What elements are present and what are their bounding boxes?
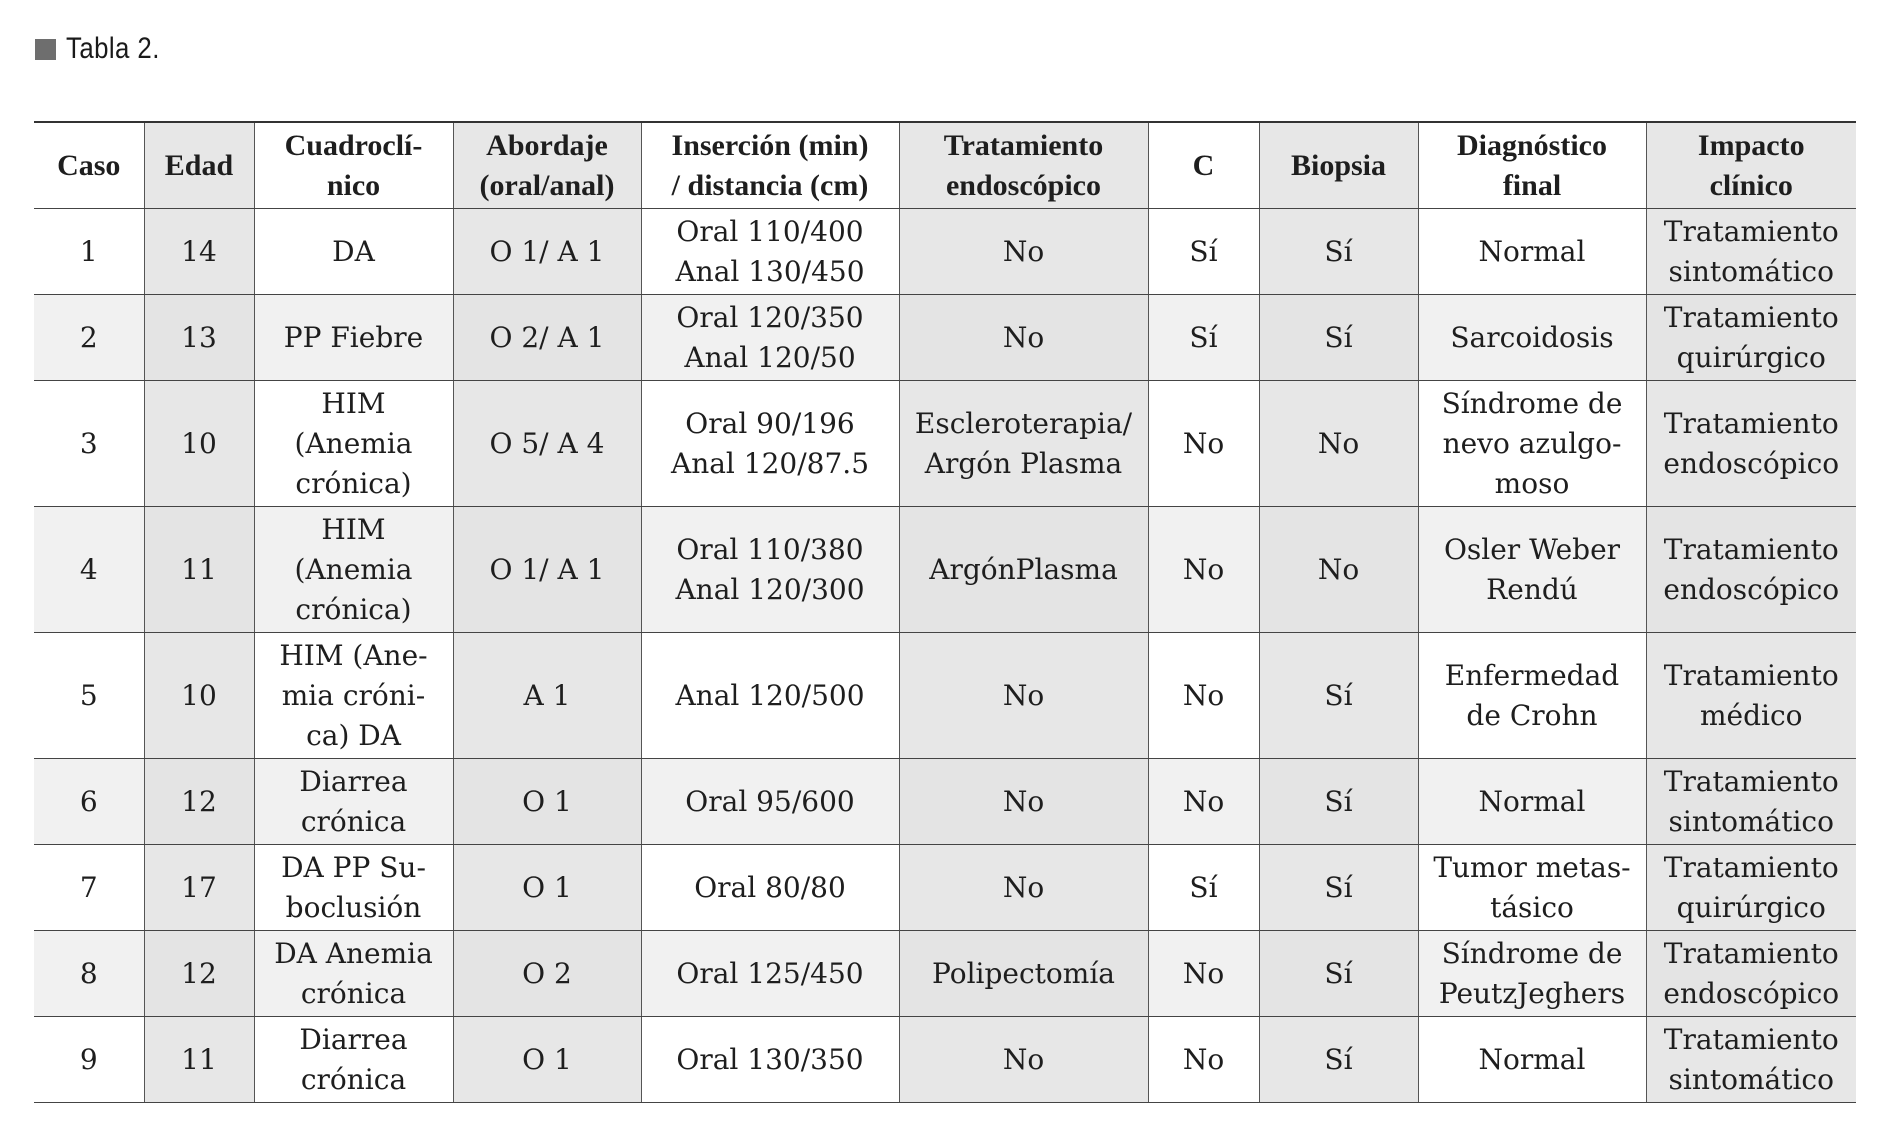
cell-text: No (1317, 552, 1360, 586)
cell-text: Sí (1324, 1042, 1353, 1076)
table-cell (1418, 845, 1646, 931)
cell-text: Tratamiento endoscópico (1663, 532, 1840, 606)
cell-text: Síndrome de PeutzJeghers (1438, 936, 1626, 1010)
table-cell (1148, 209, 1259, 295)
cell-text: Normal (1478, 234, 1586, 268)
cell-text: Polipectomía (932, 956, 1115, 990)
table-cell (1148, 845, 1259, 931)
table-cell (144, 759, 254, 845)
table-cell (1418, 1017, 1646, 1103)
table-cell (899, 1017, 1148, 1103)
cell-text: 12 (181, 956, 217, 990)
cell-text: HIM (Anemia crónica) (294, 386, 413, 500)
cell-text: Sí (1324, 678, 1353, 712)
cell-text: No (1182, 552, 1225, 586)
header-cell: Diagnóstico final (1418, 122, 1646, 209)
cell-text: 11 (181, 1042, 217, 1076)
table-cell (1646, 1017, 1856, 1103)
table-cell (254, 209, 453, 295)
table-row (34, 633, 1856, 759)
table-cell (34, 295, 144, 381)
table-cell (1646, 209, 1856, 295)
table-cell (34, 633, 144, 759)
table-caption (35, 32, 175, 66)
table-cell (144, 507, 254, 633)
cell-text: No (1002, 870, 1045, 904)
table-cell (453, 381, 641, 507)
table-cell (641, 759, 899, 845)
table-cell (1259, 633, 1418, 759)
cell-text: Sí (1324, 320, 1353, 354)
cell-text: Sí (1324, 956, 1353, 990)
table-cell (453, 209, 641, 295)
cell-text: HIM (Anemia crónica) (294, 512, 413, 626)
table-cell (641, 295, 899, 381)
table-cell (899, 295, 1148, 381)
table-cell (254, 845, 453, 931)
cell-text: Tratamiento sintomático (1663, 214, 1839, 288)
table-cell (254, 381, 453, 507)
table-cell (144, 381, 254, 507)
table-cell (1418, 209, 1646, 295)
header-cell: Cuadroclí- nico (254, 122, 453, 209)
cell-text: Tumor metas- tásico (1433, 850, 1631, 924)
cell-text: Oral 125/450 (676, 956, 864, 990)
table-cell (1646, 633, 1856, 759)
data-table (34, 121, 1856, 1103)
header-cell: Biopsia (1259, 122, 1418, 209)
table-cell (641, 209, 899, 295)
header-cell: Abordaje (oral/anal) (453, 122, 641, 209)
table-cell (254, 931, 453, 1017)
table-row (34, 1017, 1856, 1103)
table-cell (1148, 295, 1259, 381)
cell-text: No (1182, 426, 1225, 460)
cell-text: PP Fiebre (283, 320, 424, 354)
table-cell (34, 845, 144, 931)
table-cell (641, 633, 899, 759)
table-cell (641, 381, 899, 507)
cell-text: Tratamiento sintomático (1663, 1022, 1839, 1096)
cell-text: O 2 (522, 956, 572, 990)
table-cell (899, 845, 1148, 931)
cell-text: 12 (181, 784, 217, 818)
table-cell (453, 845, 641, 931)
table-cell (254, 633, 453, 759)
table-cell (1646, 931, 1856, 1017)
cell-text: Anal 120/500 (675, 678, 865, 712)
cell-text: Sarcoidosis (1450, 320, 1614, 354)
table-cell (254, 507, 453, 633)
header-cell: Tratamiento endoscópico (899, 122, 1148, 209)
table-cell (34, 381, 144, 507)
cell-text: O 1/ A 1 (489, 552, 605, 586)
cell-text: Osler Weber Rendú (1443, 532, 1621, 606)
table-cell (1646, 507, 1856, 633)
cell-text: No (1182, 678, 1225, 712)
table-cell (144, 1017, 254, 1103)
table-cell (34, 209, 144, 295)
cell-text: No (1002, 678, 1045, 712)
cell-text: O 5/ A 4 (489, 426, 605, 460)
table-cell (899, 931, 1148, 1017)
table-cell (254, 1017, 453, 1103)
cell-text: Sí (1324, 870, 1353, 904)
cell-text: O 1 (522, 784, 572, 818)
cell-text: Síndrome de nevo azulgo- moso (1441, 386, 1623, 500)
cell-text: 10 (181, 426, 217, 460)
cell-text: O 1 (522, 1042, 572, 1076)
table-cell (1418, 507, 1646, 633)
table-cell (453, 931, 641, 1017)
cell-text: Tratamiento quirúrgico (1663, 850, 1839, 924)
cell-text: Normal (1478, 784, 1586, 818)
header-row (34, 122, 1856, 209)
cell-text: Sí (1189, 320, 1218, 354)
caption-square-icon (35, 39, 56, 60)
cell-text: Sí (1324, 234, 1353, 268)
cell-text: Oral 95/600 (685, 784, 855, 818)
cell-text: No (1002, 234, 1045, 268)
table-cell (453, 507, 641, 633)
cell-text: Oral 80/80 (694, 870, 846, 904)
table-cell (641, 1017, 899, 1103)
table-cell (453, 759, 641, 845)
cell-text: HIM (Ane- mia cróni- ca) DA (279, 638, 428, 752)
cell-text: 10 (181, 678, 217, 712)
table-cell (1148, 1017, 1259, 1103)
table-cell (144, 931, 254, 1017)
table-cell (1259, 931, 1418, 1017)
cell-text: ArgónPlasma (929, 552, 1118, 586)
cell-text: No (1317, 426, 1360, 460)
cell-text: Tratamiento sintomático (1663, 764, 1839, 838)
header-cell: Inserción (min) / distancia (cm) (641, 122, 899, 209)
cell-text: Oral 120/350 Anal 120/50 (676, 300, 864, 374)
cell-text: Sí (1324, 784, 1353, 818)
table-cell (144, 209, 254, 295)
table-cell (34, 759, 144, 845)
cell-text: Oral 130/350 (676, 1042, 864, 1076)
cell-text: O 1/ A 1 (489, 234, 605, 268)
cell-text: No (1182, 956, 1225, 990)
table-cell (1418, 633, 1646, 759)
table-cell (641, 931, 899, 1017)
table-row (34, 295, 1856, 381)
cell-text: 4 (79, 552, 98, 586)
table-cell (899, 381, 1148, 507)
cell-text: 3 (79, 426, 98, 460)
table-cell (899, 209, 1148, 295)
cell-text: Tratamiento quirúrgico (1663, 300, 1839, 374)
cell-text: Sí (1189, 234, 1218, 268)
cell-text: 6 (79, 784, 98, 818)
table-cell (453, 1017, 641, 1103)
table-cell (1259, 381, 1418, 507)
cell-text: Normal (1478, 1042, 1586, 1076)
header-cell: Edad (144, 122, 254, 209)
cell-text: Tratamiento médico (1663, 658, 1839, 732)
cell-text: 2 (79, 320, 98, 354)
cell-text: A 1 (523, 678, 571, 712)
table-cell (641, 507, 899, 633)
header-cell: Impacto clínico (1646, 122, 1856, 209)
table-cell (1148, 507, 1259, 633)
cell-text: Oral 110/380 Anal 120/300 (675, 532, 865, 606)
table-cell (1418, 759, 1646, 845)
cell-text: DA PP Su- boclusión (281, 850, 426, 924)
cell-text: No (1182, 1042, 1225, 1076)
table-cell (1418, 381, 1646, 507)
table-row (34, 759, 1856, 845)
table-cell (1259, 759, 1418, 845)
table-cell (1148, 633, 1259, 759)
cell-text: No (1002, 784, 1045, 818)
cell-text: O 1 (522, 870, 572, 904)
table-cell (144, 633, 254, 759)
table-cell (1259, 1017, 1418, 1103)
cell-text: Enfermedad de Crohn (1444, 658, 1620, 732)
cell-text: 7 (79, 870, 98, 904)
header-cell: Caso (34, 122, 144, 209)
cell-text: No (1002, 1042, 1045, 1076)
table-cell (899, 507, 1148, 633)
table-cell (144, 295, 254, 381)
caption-text: Tabla 2. (66, 32, 160, 65)
table-cell (1259, 507, 1418, 633)
table-cell (899, 759, 1148, 845)
cell-text: Oral 90/196 Anal 120/87.5 (670, 406, 870, 480)
table-cell (1259, 295, 1418, 381)
table-row (34, 381, 1856, 507)
table-cell (641, 845, 899, 931)
table-cell (1259, 209, 1418, 295)
cell-text: DA Anemia crónica (274, 936, 433, 1010)
header-cell: C (1148, 122, 1259, 209)
cell-text: 5 (79, 678, 98, 712)
cell-text: 13 (181, 320, 217, 354)
table-cell (144, 845, 254, 931)
cell-text: No (1182, 784, 1225, 818)
cell-text: Oral 110/400 Anal 130/450 (675, 214, 865, 288)
cell-text: 9 (79, 1042, 98, 1076)
table-row (34, 931, 1856, 1017)
table-cell (34, 1017, 144, 1103)
table-cell (1148, 381, 1259, 507)
cell-text: Diarrea crónica (299, 1022, 408, 1096)
cell-text: Tratamiento endoscópico (1663, 936, 1840, 1010)
cell-text: 1 (79, 234, 98, 268)
table-cell (1418, 295, 1646, 381)
table-row (34, 507, 1856, 633)
cell-text: DA (332, 234, 375, 268)
table-cell (1148, 759, 1259, 845)
table-cell (34, 931, 144, 1017)
table-cell (254, 295, 453, 381)
table-cell (1646, 759, 1856, 845)
table-row (34, 845, 1856, 931)
cell-text: Sí (1189, 870, 1218, 904)
table-cell (453, 633, 641, 759)
table-cell (1646, 295, 1856, 381)
table-cell (1646, 381, 1856, 507)
table-cell (899, 633, 1148, 759)
table-cell (1646, 845, 1856, 931)
table-cell (1259, 845, 1418, 931)
cell-text: 8 (79, 956, 98, 990)
table-cell (254, 759, 453, 845)
cell-text: Diarrea crónica (299, 764, 408, 838)
cell-text: Escleroterapia/ Argón Plasma (914, 406, 1133, 480)
table-cell (453, 295, 641, 381)
cell-text: Tratamiento endoscópico (1663, 406, 1840, 480)
cell-text: 11 (181, 552, 217, 586)
table-cell (1418, 931, 1646, 1017)
cell-text: 17 (181, 870, 217, 904)
table-cell (34, 507, 144, 633)
cell-text: 14 (181, 234, 217, 268)
cell-text: O 2/ A 1 (489, 320, 605, 354)
cell-text: No (1002, 320, 1045, 354)
table-cell (1148, 931, 1259, 1017)
table-row (34, 209, 1856, 295)
